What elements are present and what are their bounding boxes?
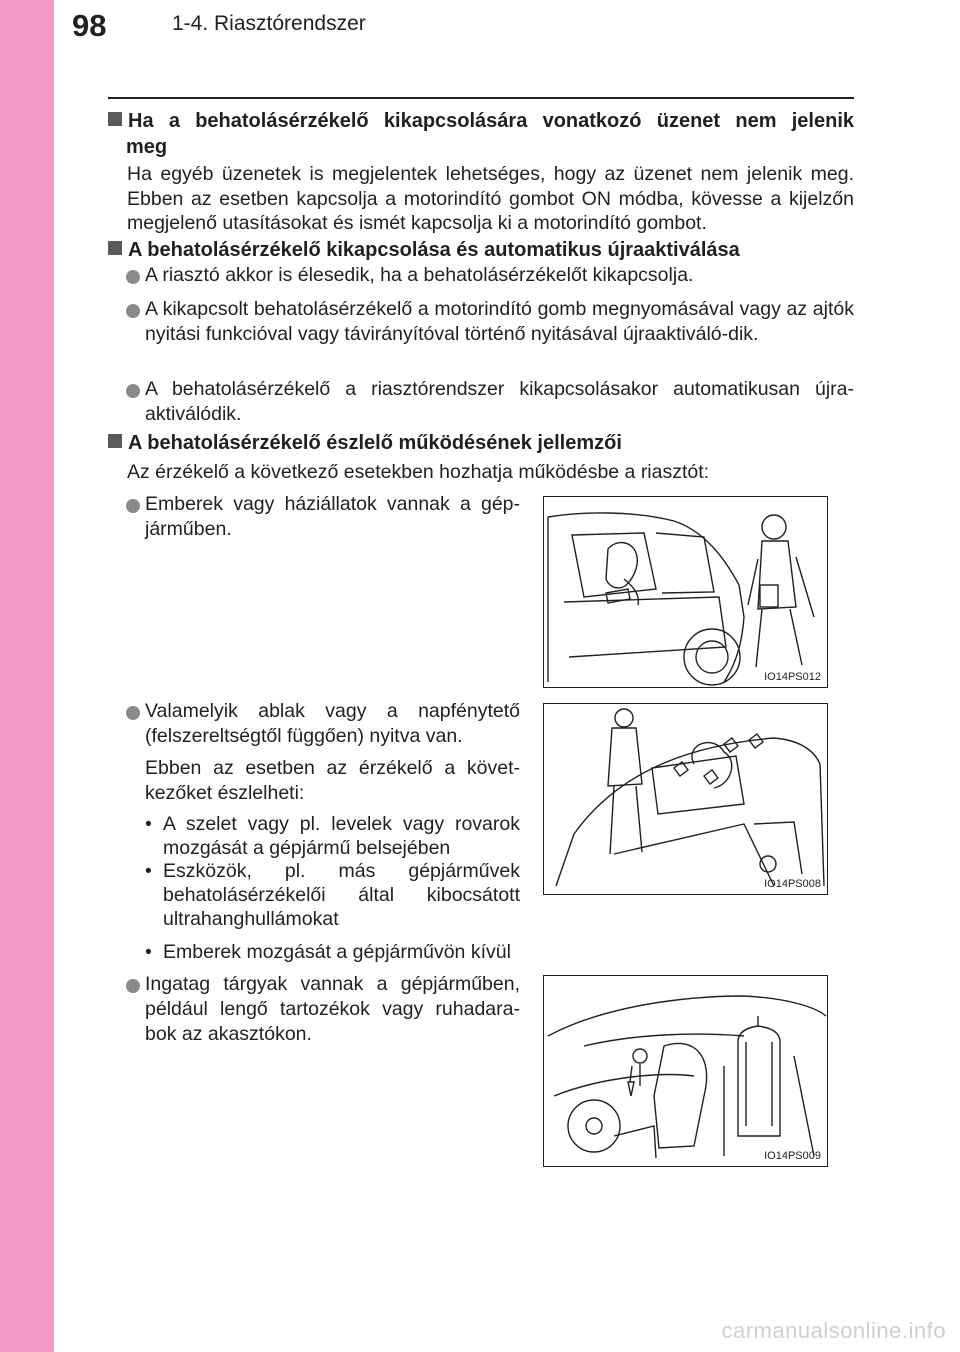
bullet-item: A behatolásérzékelő a riasztórendszer kikapcsolásakor automatikusan újra-aktiválódik. xyxy=(145,378,854,425)
pink-sidebar xyxy=(0,0,54,1352)
bullet-item: A riasztó akkor is élesedik, ha a behatolásérzékelőt kikapcsolja. xyxy=(145,264,694,286)
sub-item: • Emberek mozgását a gépjárművön kívül xyxy=(145,941,511,963)
chapter-title: 1-4. Riasztórendszer xyxy=(172,12,366,35)
hanging-clothes-interior-illustration-icon xyxy=(544,976,827,1166)
section-heading-3: A behatolásérzékelő észlelő működésének jellemzői xyxy=(108,430,854,456)
figure-code: IO14PS012 xyxy=(764,671,821,683)
square-bullet-icon xyxy=(108,241,122,255)
figure-code: IO14PS008 xyxy=(764,878,821,890)
figure-code: IO14PS009 xyxy=(764,1150,821,1162)
round-bullet-icon xyxy=(126,499,140,513)
round-bullet-icon xyxy=(126,979,140,993)
watermark: carmanualsonline.info xyxy=(721,1318,946,1343)
round-bullet-icon xyxy=(126,304,140,318)
square-bullet-icon xyxy=(108,112,122,126)
round-bullet-icon xyxy=(126,384,140,398)
page-number: 98 xyxy=(72,8,107,43)
bullet-item: A kikapcsolt behatolásérzékelő a motorindító gomb megnyomásával vagy az ajtók nyitási funkcióval vagy távirányítóval történő nyitásával újraaktiváló-dik. xyxy=(145,298,854,345)
open-sunroof-leaves-illustration-icon xyxy=(544,704,827,894)
section3-intro: Az érzékelő a következő esetekben hozhatja működésbe a riasztót: xyxy=(127,461,710,483)
figure-hanging-clothes xyxy=(543,975,828,1167)
section1-body: Ha egyéb üzenetek is megjelentek lehetséges, hogy az üzenet nem jelenik meg. Ebben az esetben kapcsolja a motorindító gombot ON módba, kövesse a kijelzőn megjelenő utasításokat és ismét kapcsolja ki a motorindító gombot. xyxy=(127,163,854,234)
square-bullet-icon xyxy=(108,434,122,448)
figure-open-sunroof xyxy=(543,703,828,895)
section-heading-1: Ha a behatolásérzékelő kikapcsolására vonatkozó üzenet nem jelenik meg xyxy=(108,108,854,160)
round-bullet-icon xyxy=(126,270,140,284)
figure-person-dog-in-car xyxy=(543,496,828,688)
bullet-item: Valamelyik ablak vagy a napfénytető (felszereltségtől függően) nyitva van. xyxy=(145,700,520,747)
section-heading-2: A behatolásérzékelő kikapcsolása és automatikus újraaktiválása xyxy=(108,237,854,263)
person-dog-in-car-illustration-icon xyxy=(544,497,827,687)
bullet-item: Ingatag tárgyak vannak a gépjárműben, például lengő tartozékok vagy ruhadara-bok az akasztókon. xyxy=(145,973,520,1045)
sub-item: • Eszközök, pl. más gépjárművek behatolásérzékelői által kibocsátott ultrahanghullámokat xyxy=(145,860,520,930)
header-rule xyxy=(108,97,854,99)
bullet-note: Ebben az esetben az érzékelő a követ-kezőket észlelheti: xyxy=(145,757,520,804)
bullet-item: Emberek vagy háziállatok vannak a gép-járműben. xyxy=(145,493,520,540)
sub-item: • A szelet vagy pl. levelek vagy rovarok mozgását a gépjármű belsejében xyxy=(145,813,520,859)
round-bullet-icon xyxy=(126,706,140,720)
